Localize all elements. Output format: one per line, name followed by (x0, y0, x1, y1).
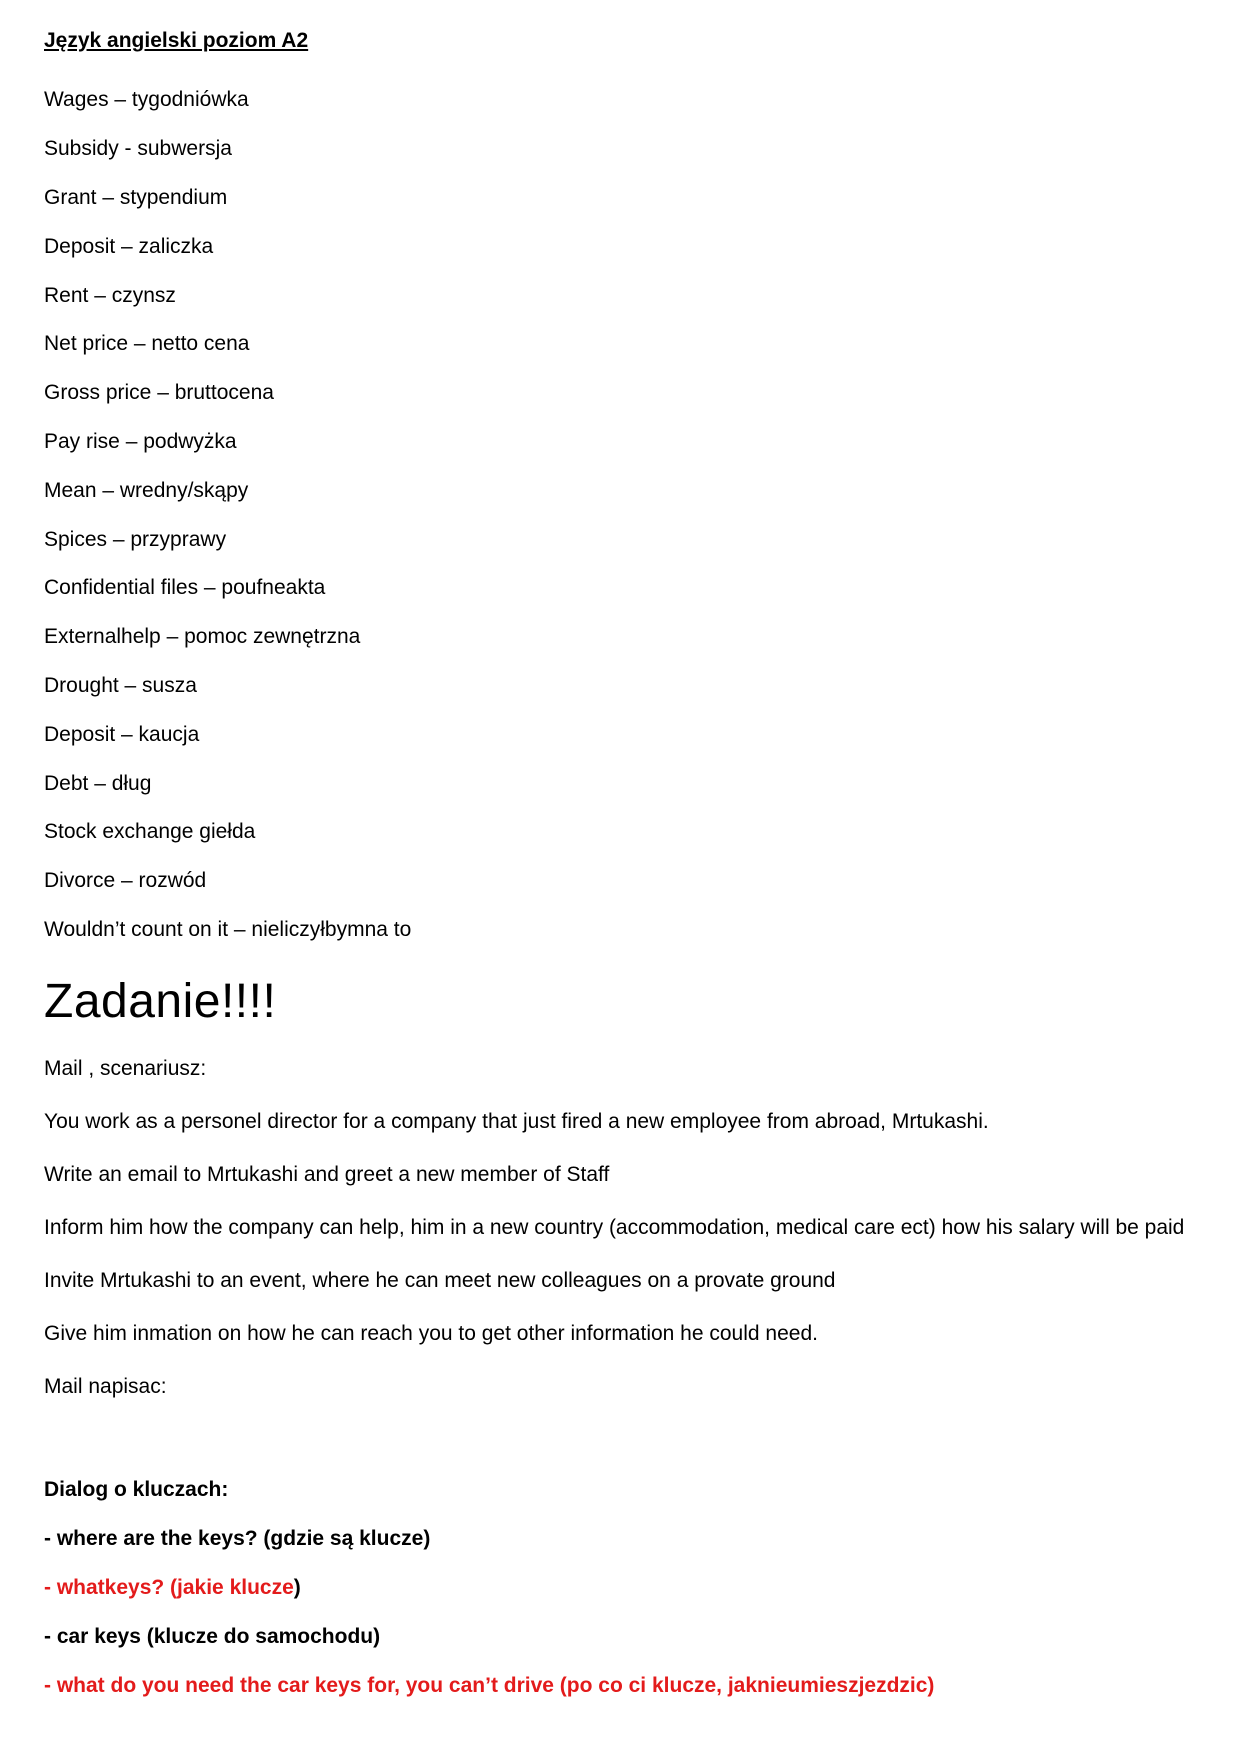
vocab-text: Confidential files – poufneakta (44, 576, 326, 600)
vocab-text: Rent – czynsz (44, 283, 176, 307)
task-text: Invite Mrtukashi to an event, where he can meet new colleagues on a provate ground (44, 1268, 836, 1292)
dialog-line (44, 1661, 1204, 1710)
vocab-text: Mean – wredny/skąpy (44, 478, 249, 502)
vocabulary-list (44, 76, 1204, 954)
vocab-item (44, 222, 1204, 271)
task-line (44, 1254, 1204, 1307)
dialog-line (44, 1563, 1204, 1612)
dialog-title (44, 1465, 1204, 1514)
document-page (44, 28, 1204, 1710)
vocab-text: Stock exchange giełda (44, 820, 256, 844)
task-line (44, 1148, 1204, 1201)
task-line (44, 1201, 1204, 1254)
vocab-text: Externalhelp – pomoc zewnętrzna (44, 625, 361, 649)
vocab-item (44, 174, 1204, 223)
vocab-item (44, 76, 1204, 125)
task-text: Inform him how the company can help, him in a new country (accommodation, medical care ect) how his salary will be paid (44, 1215, 1185, 1239)
vocab-text: Wouldn’t count on it – nieliczyłbymna to (44, 917, 412, 941)
vocab-text: Gross price – bruttocena (44, 381, 274, 405)
vocab-item (44, 466, 1204, 515)
dialog-text: - what do you need the car keys for, you can’t drive (po co ci klucze, jaknieumieszjezdzic) (44, 1673, 935, 1697)
dialog-text-suffix: ) (293, 1575, 301, 1599)
vocab-item (44, 759, 1204, 808)
task-text: You work as a personel director for a company that just fired a new employee from abroad, Mrtukashi. (44, 1109, 989, 1133)
task-line (44, 1042, 1204, 1095)
vocab-item (44, 320, 1204, 369)
vocab-item (44, 662, 1204, 711)
vocab-text: Deposit – kaucja (44, 722, 200, 746)
vocab-text: Grant – stypendium (44, 185, 228, 209)
vocab-text: Wages – tygodniówka (44, 88, 249, 112)
dialog-text: - whatkeys? (jakie klucze (44, 1575, 294, 1599)
vocab-item (44, 369, 1204, 418)
vocab-text: Drought – susza (44, 673, 197, 697)
vocab-item (44, 857, 1204, 906)
vocab-text: Deposit – zaliczka (44, 234, 214, 258)
vocab-item (44, 271, 1204, 320)
vocab-text: Pay rise – podwyżka (44, 429, 237, 453)
vocab-text: Subsidy - subwersja (44, 137, 232, 161)
dialog-list (44, 1514, 1204, 1710)
dialog-text: - car keys (klucze do samochodu) (44, 1624, 381, 1648)
task-text: Write an email to Mrtukashi and greet a new member of Staff (44, 1162, 610, 1186)
vocab-item (44, 515, 1204, 564)
vocab-text: Debt – dług (44, 771, 152, 795)
task-text: Mail napisac: (44, 1374, 167, 1398)
vocab-item (44, 418, 1204, 467)
vocab-item (44, 613, 1204, 662)
vocab-text: Net price – netto cena (44, 332, 250, 356)
task-line (44, 1095, 1204, 1148)
vocab-item (44, 808, 1204, 857)
vocab-item (44, 710, 1204, 759)
task-line (44, 1360, 1204, 1413)
vocab-item (44, 906, 1204, 955)
task-text: Give him inmation on how he can reach you to get other information he could need. (44, 1321, 818, 1345)
dialog-line (44, 1514, 1204, 1563)
task-text: Mail , scenariusz: (44, 1056, 207, 1080)
task-line (44, 1307, 1204, 1360)
document-title: Język angielski poziom A2 (44, 29, 309, 52)
vocab-item (44, 125, 1204, 174)
vocab-text: Spices – przyprawy (44, 527, 227, 551)
task-heading: Zadanie!!!! (44, 975, 277, 1029)
vocab-item (44, 564, 1204, 613)
dialog-title-text: Dialog o kluczach: (44, 1477, 229, 1501)
task-list (44, 1042, 1204, 1413)
dialog-line (44, 1612, 1204, 1661)
dialog-text: - where are the keys? (gdzie są klucze) (44, 1526, 431, 1550)
vocab-text: Divorce – rozwód (44, 869, 207, 893)
